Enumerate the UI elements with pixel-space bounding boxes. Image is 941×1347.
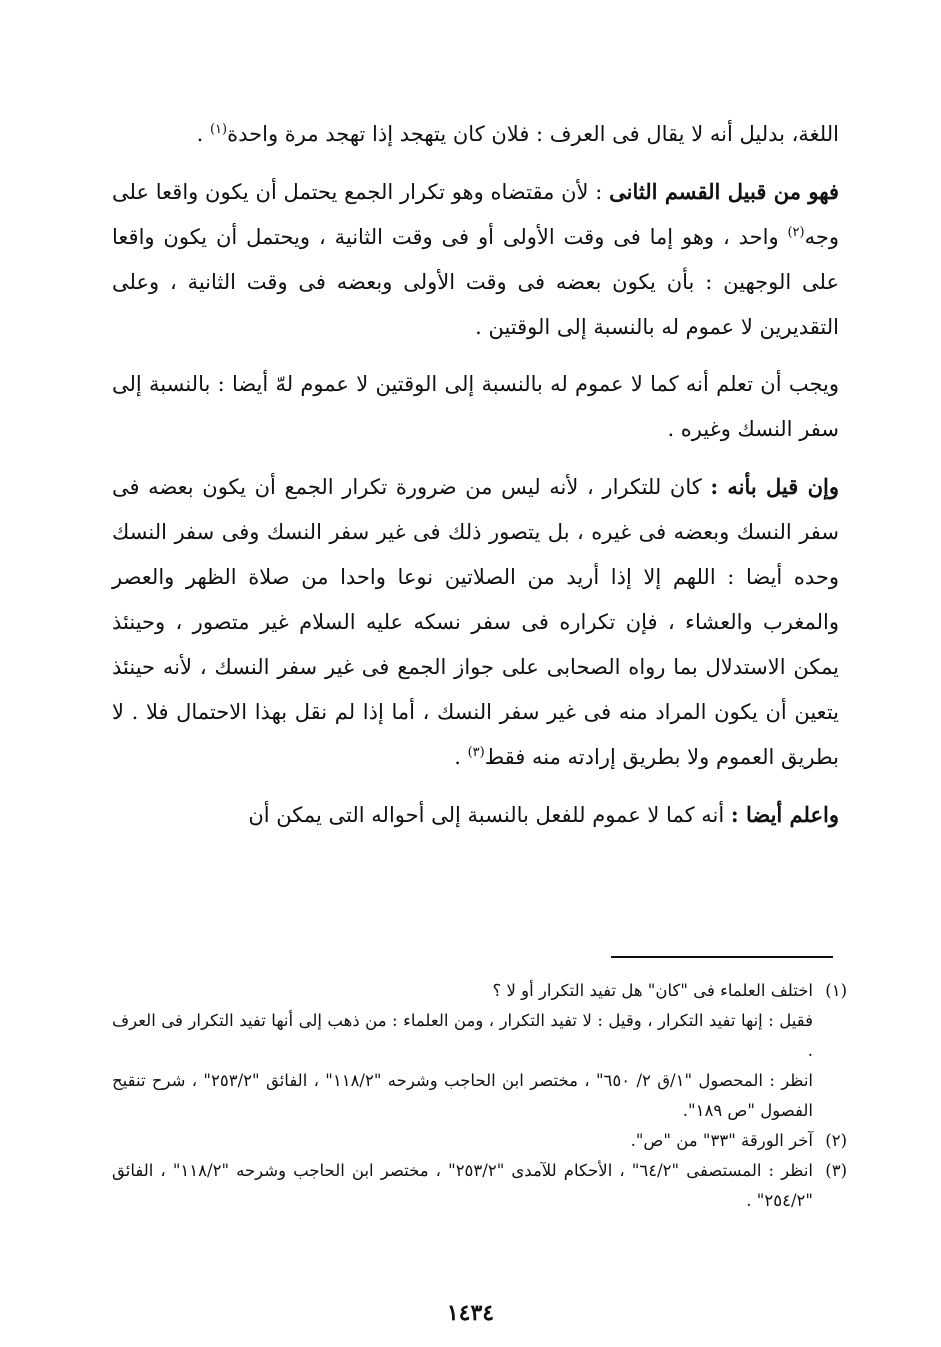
footnote [112, 1156, 847, 1216]
paragraph [112, 792, 839, 838]
paragraph [112, 362, 839, 452]
paragraph [112, 169, 839, 350]
footnote-body [112, 1126, 813, 1156]
footnote-ref: (١) [209, 122, 228, 137]
paragraph [112, 464, 839, 780]
paragraph-heading: فهو من قبيل القسم الثانى [609, 179, 839, 204]
paragraph-text: : لأن مقتضاه وهو تكرار الجمع يحتمل أن يكون واقعا على وجه [112, 180, 839, 249]
footnote-number: (٢) [825, 1131, 847, 1150]
paragraph-heading: واعلم أيضا : [730, 802, 839, 827]
paragraph-text: أنه كما لا عموم للفعل بالنسبة إلى أحواله التى يمكن أن [248, 803, 731, 827]
paragraph-tail: . [196, 122, 210, 146]
footnote-number: (١) [825, 981, 847, 1000]
footnote-separator [611, 956, 833, 958]
footnote-body [112, 1156, 813, 1216]
footnote [112, 1126, 847, 1156]
footnotes [112, 976, 847, 1216]
footnote-number: (٣) [825, 1161, 847, 1180]
main-text [112, 112, 839, 850]
footnote-line: انظر : المستصفى "٦٤/٢" ، الأحكام للآمدى "٢٥٣/٢" ، مختصر ابن الحاجب وشرحه "١١٨/٢" ، الفائق "٢٥٤/٢" . [112, 1161, 813, 1210]
paragraph-heading: وإن قيل بأنه : [710, 474, 839, 499]
footnote-line: انظر : المحصول "١/ق ٢/ ٦٥٠" ، مختصر ابن الحاجب وشرحه "١١٨/٢" ، الفائق "٢٥٣/٢" ، شرح تنقيح الفصول "ص ١٨٩". [112, 1071, 814, 1120]
footnote-ref: (٣) [467, 745, 485, 760]
footnote-line: اختلف العلماء فى "كان" هل تفيد التكرار أو لا ؟ [492, 981, 813, 1000]
footnote-ref: (٢) [787, 225, 805, 240]
footnote-line: آخر الورقة "٣٣" من "ص". [630, 1131, 813, 1150]
footnote-line: فقيل : إنها تفيد التكرار ، وقيل : لا تفيد التكرار ، ومن العلماء : من ذهب إلى أنها تفيد التكرار فى العرف . [112, 1011, 813, 1060]
paragraph-tail: واحد ، وهو إما فى وقت الأولى أو فى وقت الثانية ، ويحتمل أن يكون واقعا على الوجهين : بأن يكون بعضه فى وقت الأولى وبعضه فى وقت الثانية ، وعلى التقديرين لا عموم له بالنسبة إلى الوقتين . [112, 225, 839, 339]
page-number: ١٤٣٤ [446, 1300, 495, 1326]
footnote [112, 976, 847, 1126]
paragraph [112, 112, 839, 157]
paragraph-text: ويجب أن تعلم أنه كما لا عموم له بالنسبة إلى الوقتين لا عموم لهّ أيضا : بالنسبة إلى سفر النسك وغيره . [112, 372, 839, 441]
paragraph-text: اللغة، بدليل أنه لا يقال فى العرف : فلان كان يتهجد إذا تهجد مرة واحدة [227, 122, 839, 146]
paragraph-text: كان للتكرار ، لأنه ليس من ضرورة تكرار الجمع أن يكون بعضه فى سفر النسك وبعضه فى غيره ، بل يتصور ذلك فى غير سفر النسك وفى سفر النسك وحده أيضا : اللهم إلا إذا أريد من الصلاتين نوعا واحدا من صلاة الظهر والعصر والمغرب والعشاء ، فإن تكراره فى سفر نسكه عليه السلام غير متصور ، وحينئذ يمكن الاستدلال بما رواه الصحابى على جواز الجمع فى غير سفر النسك ، لأنه حينئذ يتعين أن يكون المراد منه فى غير سفر النسك ، أما إذا لم نقل بهذا الاحتمال فلا . لا بطريق العموم ولا بطريق إرادته منه فقط [112, 475, 839, 769]
footnote-body [112, 976, 813, 1126]
paragraph-tail: . [454, 745, 468, 769]
